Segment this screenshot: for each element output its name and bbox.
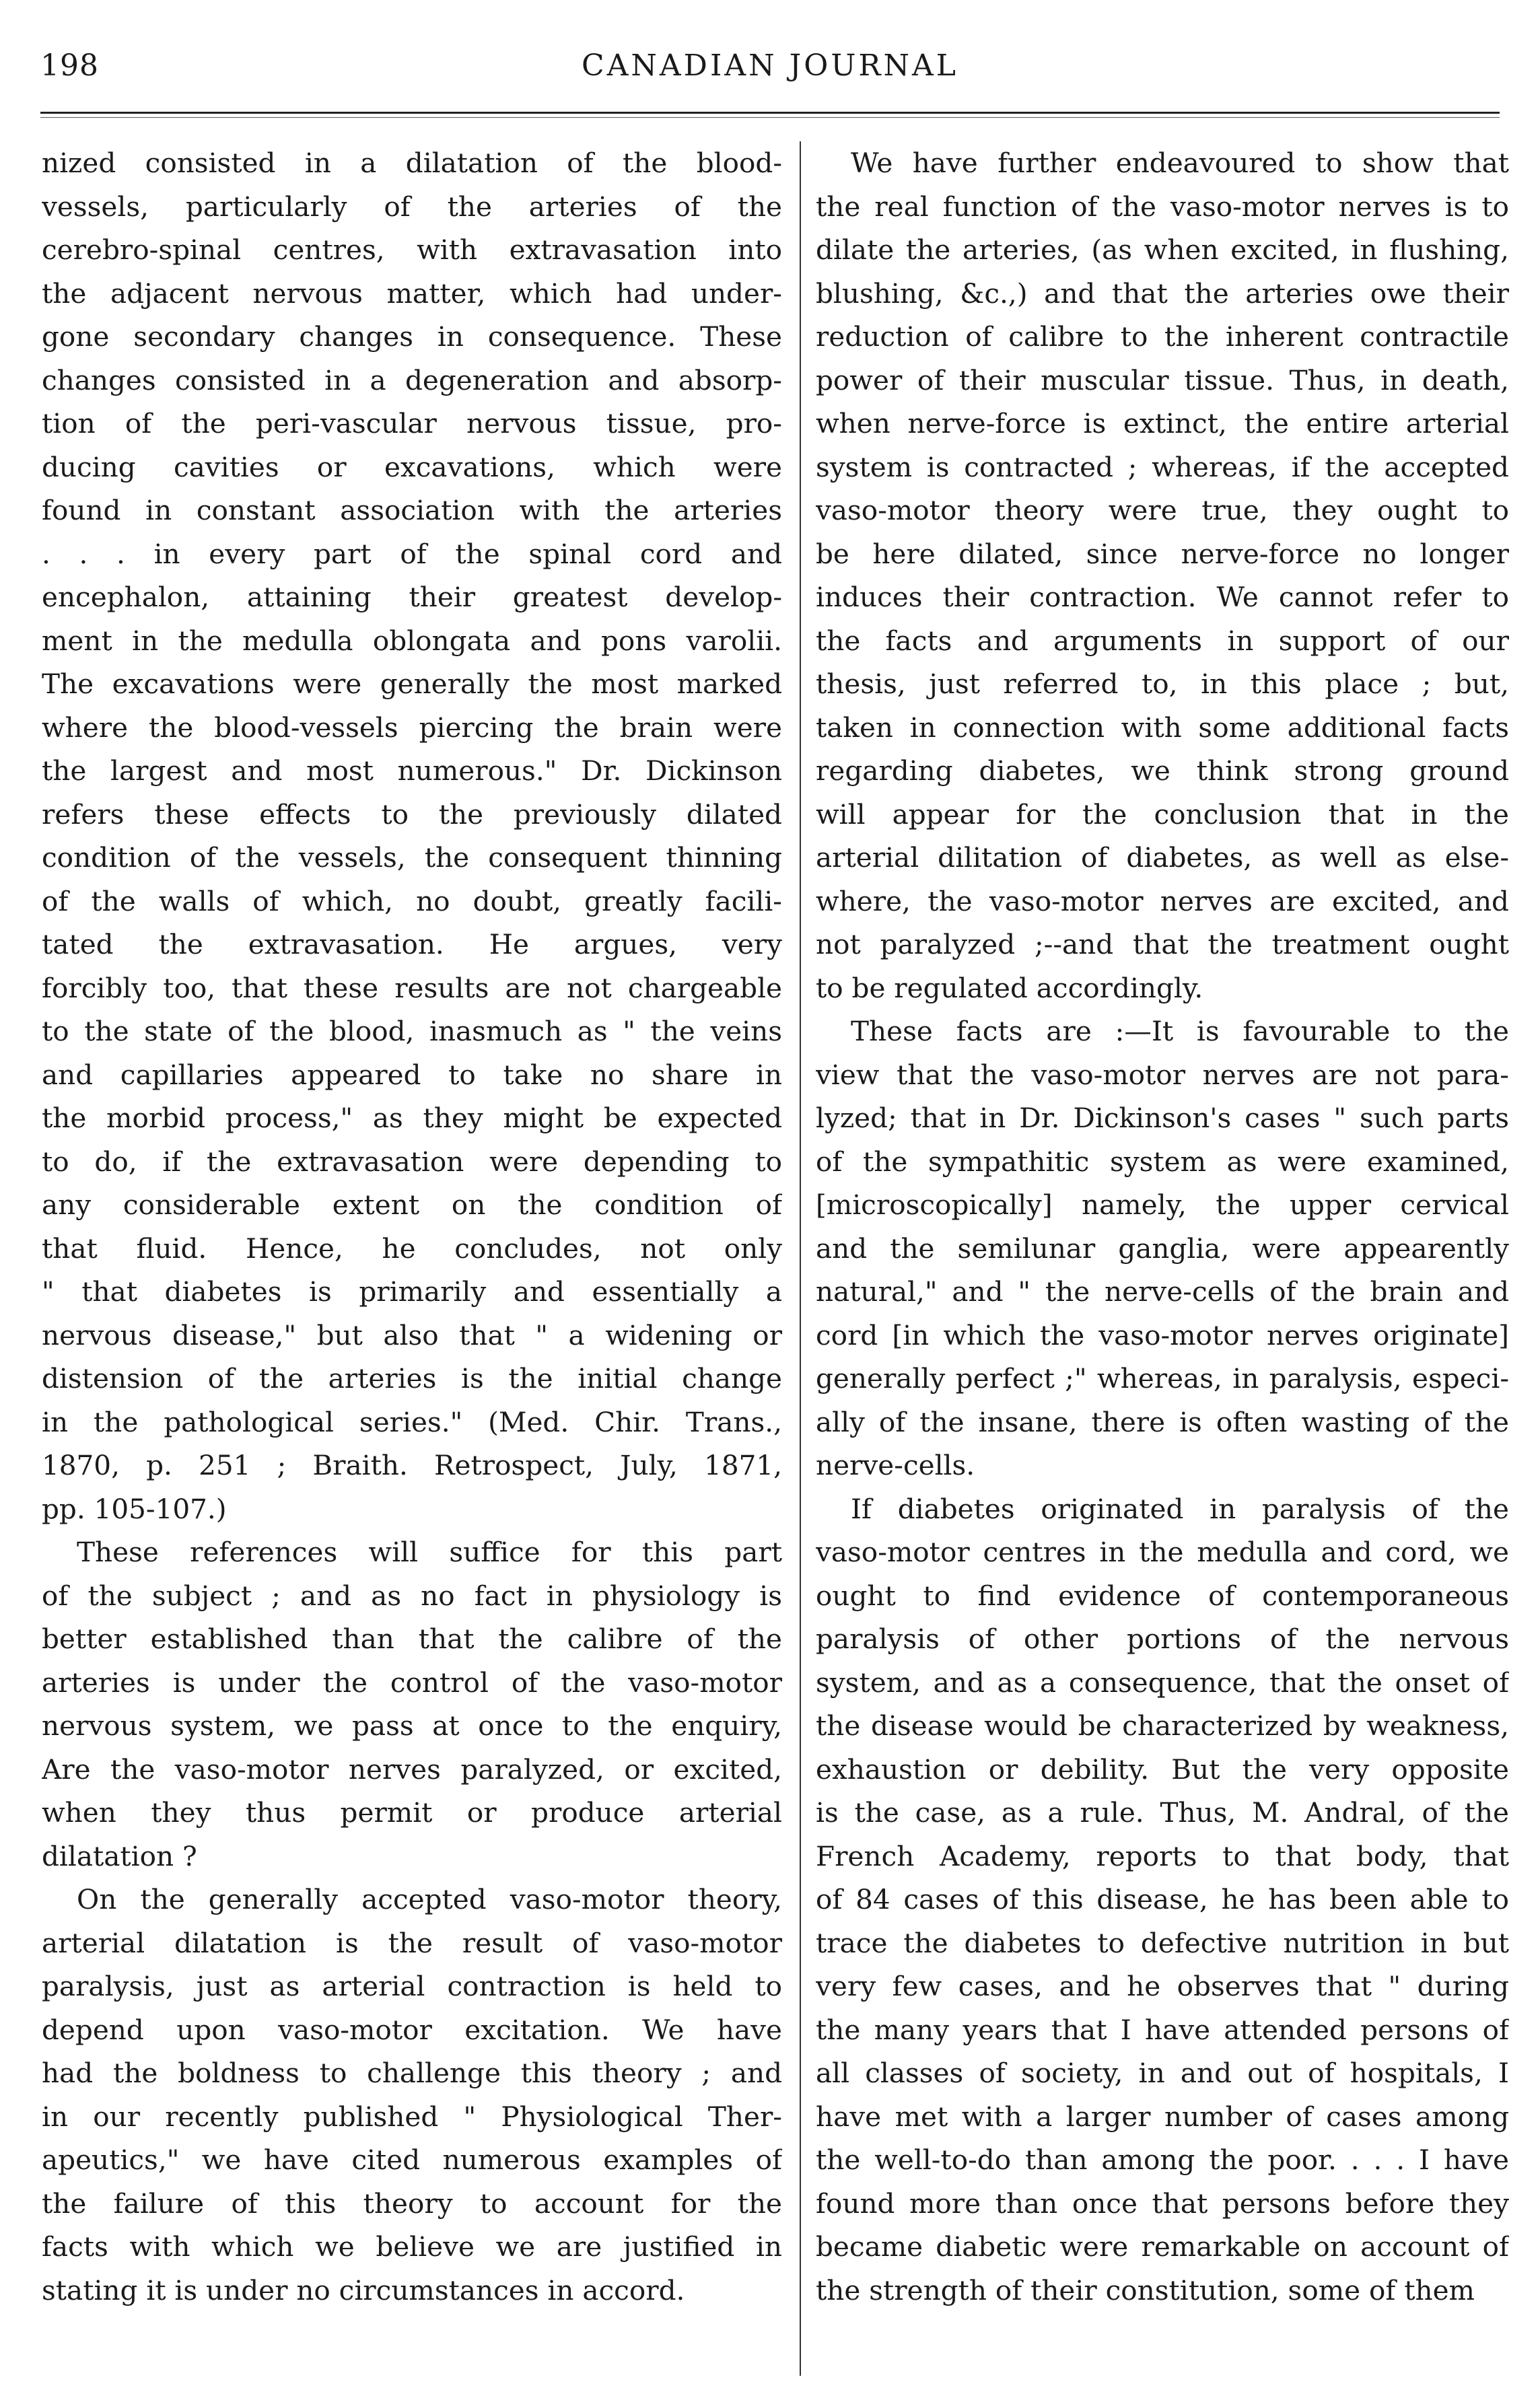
text-line: dilate the arteries, (as when excited, in flushing, [816, 234, 1509, 266]
text-line: ducing cavities or excavations, which were [42, 450, 782, 483]
text-line: stating it is under no circumstances in accord. [42, 2273, 685, 2306]
text-line: apeutics," we have cited numerous examples of [42, 2144, 782, 2176]
text-line: On the generally accepted vaso-motor theory, [77, 1883, 782, 1915]
text-line: the failure of this theory to account for the [42, 2187, 782, 2220]
text-line: the real function of the vaso-motor nerves is to [816, 190, 1509, 223]
column-divider [800, 141, 801, 2376]
text-line: French Academy, reports to that body, that [816, 1839, 1509, 1872]
right-column [816, 141, 1509, 2312]
text-line: arterial dilitation of diabetes, as well as else- [816, 841, 1509, 874]
text-line: where the blood-vessels piercing the brain were [42, 711, 782, 744]
text-line: 1870, p. 251 ; Braith. Retrospect, July, 1871, [42, 1449, 782, 1481]
text-line: ought to find evidence of contemporaneous [816, 1579, 1509, 1612]
text-line: not paralyzed ;--and that the treatment ought [816, 928, 1509, 960]
text-line: system is contracted ; whereas, if the accepted [816, 450, 1509, 483]
text-line: power of their muscular tissue. Thus, in death, [816, 363, 1509, 396]
text-line: nized consisted in a dilatation of the blood- [42, 147, 782, 179]
text-line: ment in the medulla oblongata and pons varolii. [42, 624, 782, 657]
header-rule-thin [40, 117, 1500, 118]
text-line: [microscopically] namely, the upper cervical [816, 1189, 1509, 1221]
text-line: have met with a larger number of cases among [816, 2100, 1509, 2133]
text-line: tion of the peri-vascular nervous tissue, pro- [42, 407, 782, 439]
text-line: . . . in every part of the spinal cord and [42, 537, 782, 570]
text-line: cord [in which the vaso-motor nerves originate] [816, 1318, 1509, 1351]
text-line: arterial dilatation is the result of vaso-motor [42, 1926, 782, 1959]
running-title: CANADIAN JOURNAL [581, 48, 959, 83]
text-line: is the case, as a rule. Thus, M. Andral, of the [816, 1796, 1509, 1829]
page-header [40, 48, 1500, 102]
text-line: Are the vaso-motor nerves paralyzed, or excited, [42, 1753, 782, 1786]
text-line: in the pathological series." (Med. Chir. Trans., [42, 1405, 782, 1438]
text-line: vessels, particularly of the arteries of the [42, 190, 782, 223]
text-line: any considerable extent on the condition of [42, 1189, 782, 1221]
text-line: in our recently published " Physiological Ther- [42, 2100, 782, 2133]
text-line: arteries is under the control of the vaso-motor [42, 1666, 782, 1699]
text-line: had the boldness to challenge this theory ; and [42, 2057, 782, 2089]
text-line: the morbid process," as they might be expected [42, 1102, 782, 1134]
text-line: to do, if the extravasation were depending to [42, 1145, 782, 1178]
text-line: when nerve-force is extinct, the entire arterial [816, 407, 1509, 439]
text-line: trace the diabetes to defective nutrition in but [816, 1926, 1509, 1959]
text-line: nervous disease," but also that " a widening or [42, 1318, 782, 1351]
text-line: will appear for the conclusion that in the [816, 798, 1509, 831]
text-line: facts with which we believe we are justified in [42, 2230, 782, 2263]
text-line: gone secondary changes in consequence. These [42, 320, 782, 353]
text-line: blushing, &c.,) and that the arteries owe their [816, 277, 1509, 310]
text-line: of 84 cases of this disease, he has been able to [816, 1883, 1509, 1915]
text-line: depend upon vaso-motor excitation. We have [42, 2013, 782, 2046]
text-line: refers these effects to the previously dilated [42, 798, 782, 831]
text-line: condition of the vessels, the consequent thinning [42, 841, 782, 874]
text-line: vaso-motor centres in the medulla and cord, we [816, 1536, 1509, 1568]
text-line: " that diabetes is primarily and essentially a [42, 1275, 782, 1308]
text-line: reduction of calibre to the inherent contractile [816, 320, 1509, 353]
text-line: all classes of society, in and out of hospitals, I [816, 2057, 1509, 2089]
text-line: very few cases, and he observes that " during [816, 1970, 1509, 2002]
header-rule [40, 112, 1500, 114]
text-line: better established than that the calibre of the [42, 1623, 782, 1655]
text-line: and capillaries appeared to take no share in [42, 1058, 782, 1091]
text-line: lyzed; that in Dr. Dickinson's cases " such parts [816, 1102, 1509, 1134]
text-line: If diabetes originated in paralysis of the [851, 1492, 1509, 1525]
text-line: cerebro-spinal centres, with extravasation into [42, 234, 782, 266]
text-line: found more than once that persons before they [816, 2187, 1509, 2220]
text-line: dilatation ? [42, 1839, 197, 1872]
text-line: the many years that I have attended persons of [816, 2013, 1509, 2046]
left-column [42, 141, 782, 2312]
text-line: the adjacent nervous matter, which had under- [42, 277, 782, 310]
text-line: to be regulated accordingly. [816, 971, 1203, 1004]
text-line: pp. 105-107.) [42, 1492, 227, 1525]
text-line: The excavations were generally the most marked [42, 668, 782, 700]
text-line: the largest and most numerous." Dr. Dickinson [42, 754, 782, 787]
text-line: nervous system, we pass at once to the enquiry, [42, 1709, 782, 1742]
text-line: regarding diabetes, we think strong ground [816, 754, 1509, 787]
text-line: These facts are :—It is favourable to the [851, 1015, 1509, 1047]
text-line: when they thus permit or produce arterial [42, 1796, 782, 1829]
text-line: found in constant association with the arteries [42, 494, 782, 526]
text-line: ally of the insane, there is often wasting of the [816, 1405, 1509, 1438]
text-line: tated the extravasation. He argues, very [42, 928, 782, 960]
text-line: forcibly too, that these results are not chargeable [42, 971, 782, 1004]
text-line: paralysis of other portions of the nervous [816, 1623, 1509, 1655]
text-line: We have further endeavoured to show that [851, 147, 1509, 179]
text-line: taken in connection with some additional facts [816, 711, 1509, 744]
text-line: the facts and arguments in support of our [816, 624, 1509, 657]
text-line: the disease would be characterized by weakness, [816, 1709, 1509, 1742]
text-line: to the state of the blood, inasmuch as " the veins [42, 1015, 782, 1047]
text-line: of the walls of which, no doubt, greatly facili- [42, 884, 782, 917]
text-line: vaso-motor theory were true, they ought to [816, 494, 1509, 526]
text-line: view that the vaso-motor nerves are not para- [816, 1058, 1509, 1091]
page-number: 198 [40, 48, 99, 83]
text-line: thesis, just referred to, in this place ; but, [816, 668, 1509, 700]
text-line: of the subject ; and as no fact in physiology is [42, 1579, 782, 1612]
text-line: changes consisted in a degeneration and absorp- [42, 363, 782, 396]
text-line: encephalon, attaining their greatest develop- [42, 581, 782, 613]
text-line: and the semilunar ganglia, were appearently [816, 1232, 1509, 1265]
text-line: became diabetic were remarkable on account of [816, 2230, 1509, 2263]
text-line: distension of the arteries is the initial change [42, 1362, 782, 1395]
text-line: be here dilated, since nerve-force no longer [816, 537, 1509, 570]
text-line: of the sympathitic system as were examined, [816, 1145, 1509, 1178]
text-line: the well-to-do than among the poor. . . . I have [816, 2144, 1509, 2176]
text-line: the strength of their constitution, some of them [816, 2273, 1475, 2306]
text-line: where, the vaso-motor nerves are excited, and [816, 884, 1509, 917]
text-line: generally perfect ;" whereas, in paralysis, especi- [816, 1362, 1509, 1395]
text-line: induces their contraction. We cannot refer to [816, 581, 1509, 613]
text-line: paralysis, just as arterial contraction is held to [42, 1970, 782, 2002]
text-line: These references will suffice for this part [77, 1536, 782, 1568]
text-line: system, and as a consequence, that the onset of [816, 1666, 1509, 1699]
text-line: that fluid. Hence, he concludes, not only [42, 1232, 782, 1265]
text-line: exhaustion or debility. But the very opposite [816, 1753, 1509, 1786]
text-line: natural," and " the nerve-cells of the brain and [816, 1275, 1509, 1308]
text-line: nerve-cells. [816, 1449, 975, 1481]
